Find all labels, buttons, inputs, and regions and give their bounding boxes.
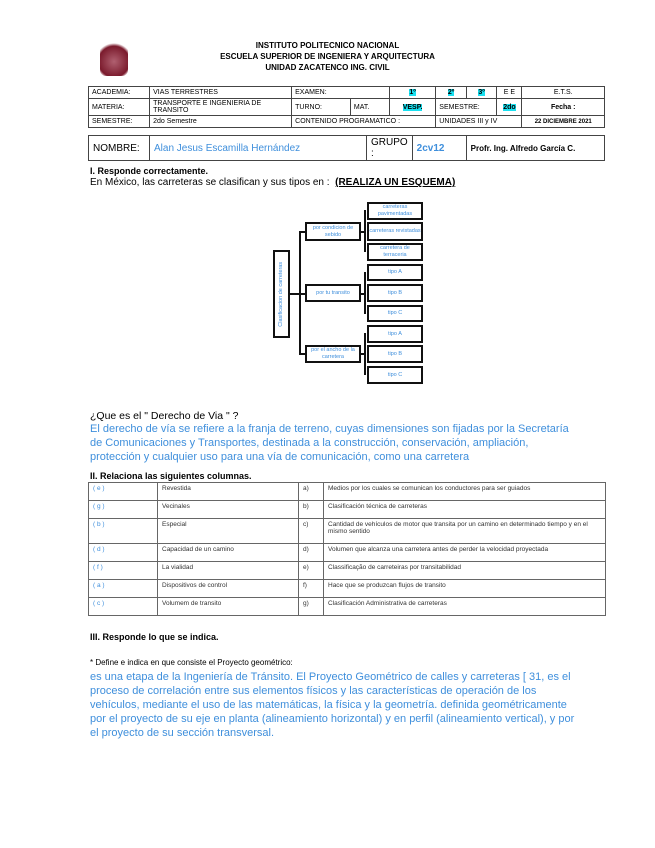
connector (364, 210, 366, 252)
definition-cell: Volumen que alcanza una carretera antes de perder la velocidad proyectada (324, 544, 606, 562)
exam-3 (466, 87, 497, 99)
term-cell: Dispositivos de control (158, 580, 299, 598)
item-box: carreteras revistadas (367, 222, 423, 241)
question-derecho-de-via: ¿Que es el " Derecho de Via " ? (90, 410, 239, 422)
answer-cell: ( f ) (89, 562, 158, 580)
section-2-title: II. Relaciona las siguientes columnas. (90, 471, 252, 481)
item-box: carreteras pavimentadas (367, 202, 423, 220)
definition-cell: Classificação de carreteiras por transitabilidad (324, 562, 606, 580)
label: TURNO: (292, 99, 351, 116)
letter-cell: f) (299, 580, 324, 598)
answer-cell: ( g ) (89, 501, 158, 519)
exam-3-val: 3º (478, 89, 485, 96)
label: CONTENIDO PROGRAMATICO : (292, 116, 436, 128)
turno-mat: MAT. (350, 99, 389, 116)
ee: E E (497, 87, 522, 99)
fecha: 22 DICIEMBRE 2021 (522, 116, 605, 128)
group-box: por tu transito (305, 284, 361, 302)
definition-cell: Cantidad de vehículos de motor que transita por un camino en determinado tiempo y en el mismo sentido (324, 519, 606, 544)
student-name: Alan Jesus Escamilla Hernández (150, 136, 367, 161)
letter-cell: b) (299, 501, 324, 519)
definition-cell: Clasificación técnica de carreteras (324, 501, 606, 519)
matching-row (89, 580, 606, 598)
materia: TRANSPORTE E INGENIERIA DE TRANSITO (150, 99, 292, 116)
semestre-cell (497, 99, 522, 116)
connector (364, 272, 366, 314)
label: NOMBRE: (89, 136, 150, 161)
ets: E.T.S. (522, 87, 605, 99)
matching-row (89, 598, 606, 616)
institution-name: INSTITUTO POLITECNICO NACIONAL (255, 41, 400, 50)
item-box: tipo B (367, 284, 423, 302)
exam-1-val: 1º (409, 89, 416, 96)
root-label: Clasificacion de carreteras (278, 261, 285, 327)
item-box: tipo A (367, 325, 423, 343)
matching-row (89, 562, 606, 580)
letter-cell: a) (299, 483, 324, 501)
label: SEMESTRE: (89, 116, 150, 128)
connector (364, 333, 366, 375)
exam-info-table (88, 86, 605, 128)
letter-cell: g) (299, 598, 324, 616)
definition-cell: Clasificación Administrativa de carreteras (324, 598, 606, 616)
group-box: por condicion de sebido (305, 222, 361, 241)
professor: Profr. Ing. Alfredo García C. (466, 136, 604, 161)
label: GRUPO : (367, 136, 413, 161)
matching-row (89, 501, 606, 519)
label: Fecha : (522, 99, 605, 116)
definition-cell: Medios por los cuales se comunican los conductores para ser guiados (324, 483, 606, 501)
academia: VIAS TERRESTRES (150, 87, 292, 99)
term-cell: Volumem de transito (158, 598, 299, 616)
answer-cell: ( a ) (89, 580, 158, 598)
unidades: UNIDADES III y IV (436, 116, 522, 128)
answer-derecho-de-via: El derecho de vía se refiere a la franja de terreno, cuyas dimensiones son fijadas por la Secretaría de Comunicaciones y Transportes, destinada a la construcción, conservación, ampliación, protección y cualquier uso para una vía de comunicación, como una carretera (90, 423, 569, 463)
matching-row (89, 483, 606, 501)
student-info-table (88, 135, 605, 161)
letter-cell: e) (299, 562, 324, 580)
section-1-title: I. Responde correctamente. (90, 166, 209, 176)
matching-row (89, 519, 606, 544)
term-cell: La vialidad (158, 562, 299, 580)
answer-cell: ( b ) (89, 519, 158, 544)
diagram-root (273, 250, 290, 338)
item-box: tipo C (367, 305, 423, 322)
item-box: tipo A (367, 264, 423, 281)
exam-2 (436, 87, 467, 99)
instruction: (REALIZA UN ESQUEMA) (335, 177, 456, 188)
term-cell: Capacidad de un camino (158, 544, 299, 562)
item-box: tipo C (367, 366, 423, 384)
exam-2-val: 2º (447, 89, 455, 96)
section-3-title: III. Responde lo que se indica. (90, 632, 219, 642)
label: SEMESTRE: (436, 99, 497, 116)
definition-cell: Hace que se produzcan flujos de transito (324, 580, 606, 598)
semestre: 2do Semestre (150, 116, 292, 128)
answer-cell: ( e ) (89, 483, 158, 501)
answer-cell: ( d ) (89, 544, 158, 562)
group: 2cv12 (412, 136, 466, 161)
question-proyecto-geometrico: * Define e indica en que consiste el Proyecto geométrico: (90, 658, 293, 667)
term-cell: Vecinales (158, 501, 299, 519)
matching-table (88, 482, 606, 616)
item-box: tipo B (367, 345, 423, 363)
turno-vesp (389, 99, 435, 116)
letter-cell: d) (299, 544, 324, 562)
letter-cell: c) (299, 519, 324, 544)
item-box: carretera de terraceria (367, 243, 423, 261)
section-1-prompt (90, 177, 455, 188)
vesp-val: VESP. (402, 103, 423, 111)
exam-1 (389, 87, 435, 99)
answer-cell: ( c ) (89, 598, 158, 616)
label: EXAMEN: (292, 87, 390, 99)
unit-name: UNIDAD ZACATENCO ING. CIVIL (265, 63, 390, 72)
label: MATERIA: (89, 99, 150, 116)
prompt: En México, las carreteras se clasifican y sus tipos en : (90, 177, 330, 188)
group-box: por el ancho de la carretera (305, 345, 361, 363)
term-cell: Revestida (158, 483, 299, 501)
school-name: ESCUELA SUPERIOR DE INGENIERA Y ARQUITECTURA (220, 52, 435, 61)
matching-row (89, 544, 606, 562)
label: ACADEMIA: (89, 87, 150, 99)
answer-proyecto-geometrico: es una etapa de la Ingeniería de Tránsito. El Proyecto Geométrico de calles y carreteras [ 31, es el proceso de correlación entre sus elementos físicos y las características de operación de los vehículos, mediante el uso de las matemáticas, la física y la geometría. definida geométricamente por el proyecto de su eje en planta (alineamiento horizontal) y en perfil (alineamiento vertical), y por el proyecto de su sección transversal. (90, 671, 575, 739)
semestre-val: 2do (503, 103, 516, 111)
term-cell: Especial (158, 519, 299, 544)
